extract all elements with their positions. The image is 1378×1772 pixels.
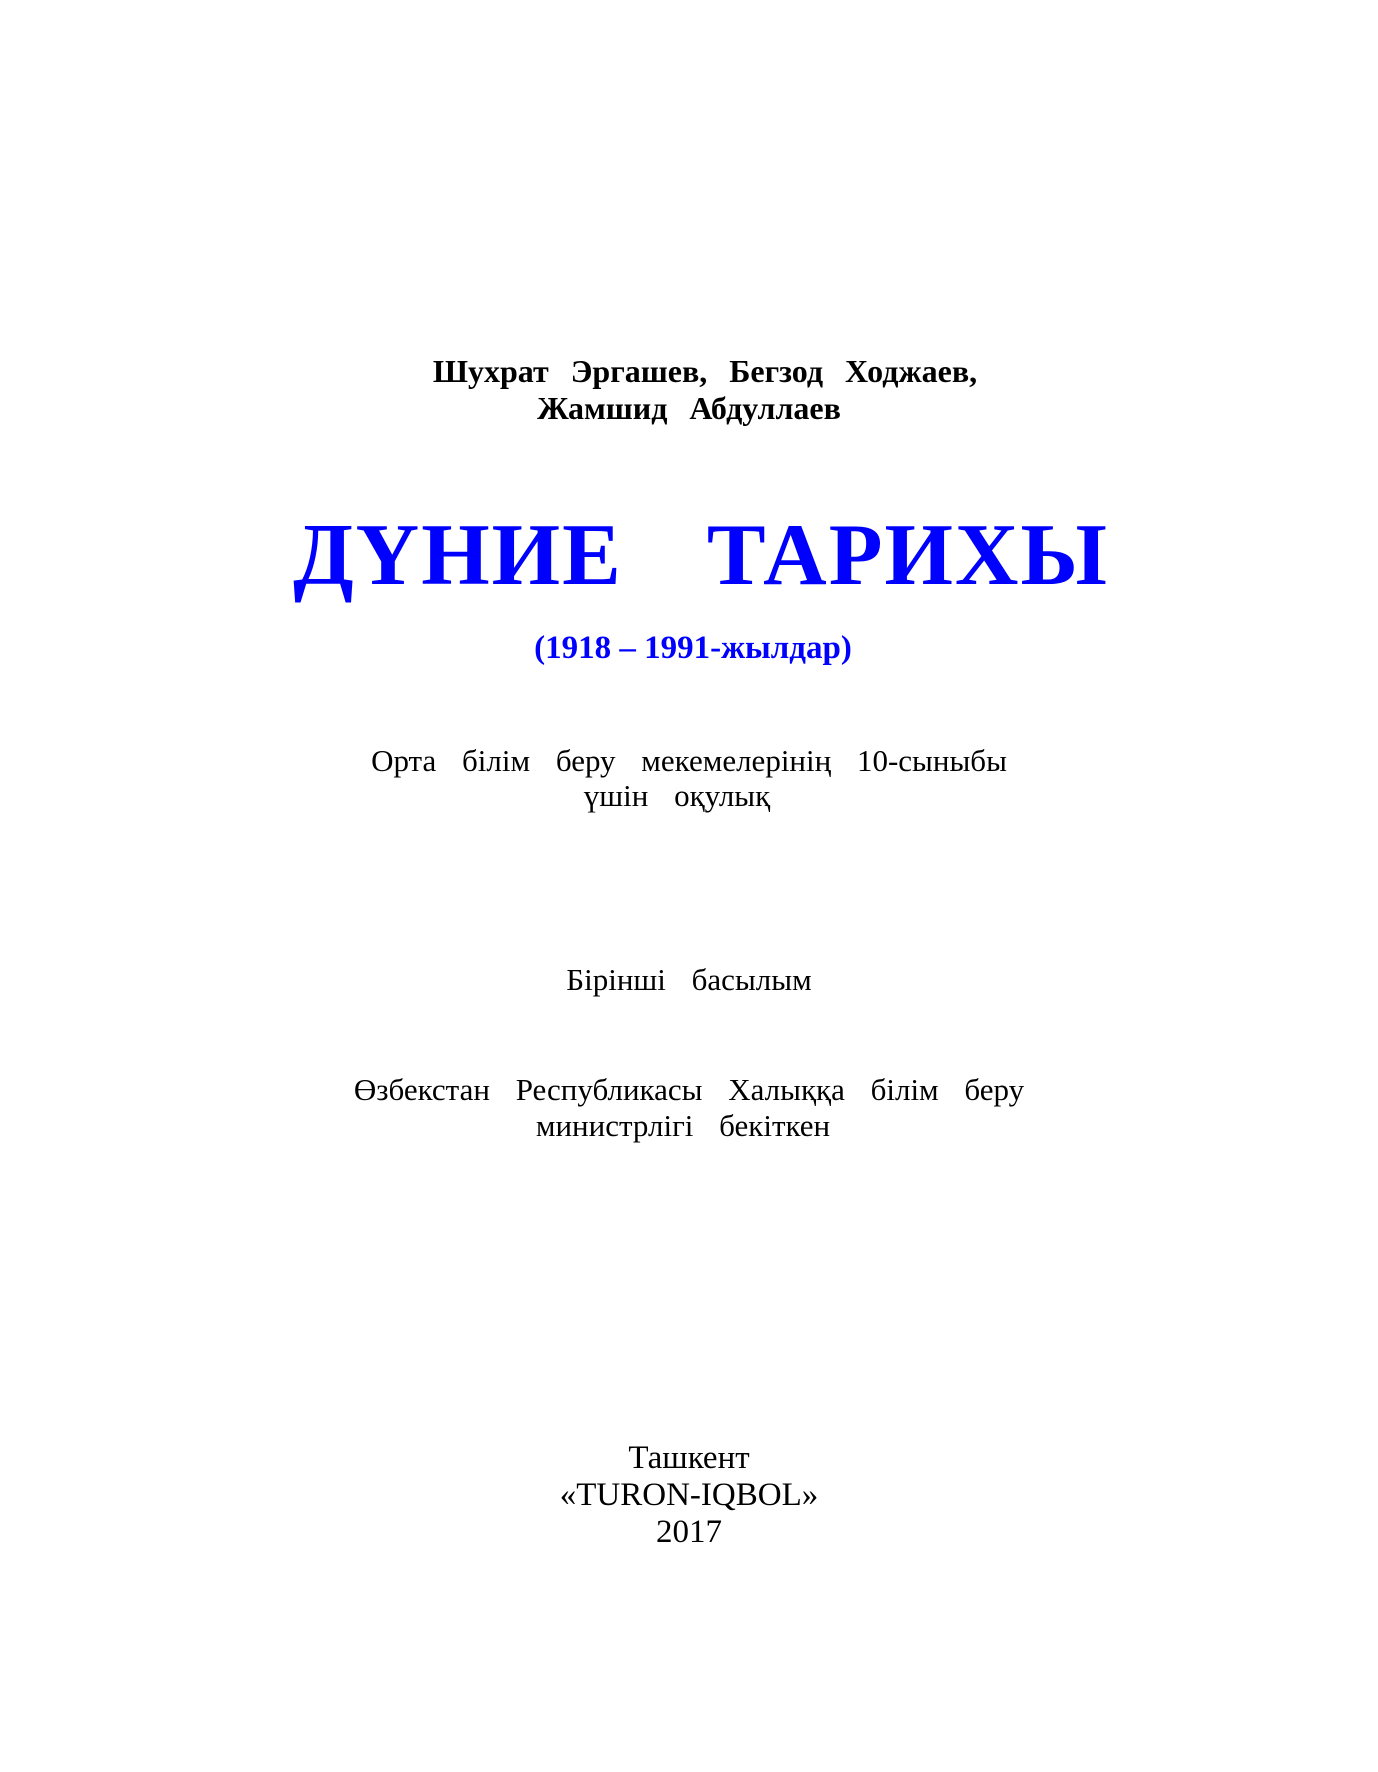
edition-note: Бірінші басылым (566, 962, 812, 997)
imprint-city: Ташкент (628, 1440, 750, 1476)
book-title: ДҮНИЕ ТАРИХЫ (293, 507, 1109, 604)
approval-line-1: Өзбекстан Республикасы Халыққа білім беру (353, 1072, 1025, 1107)
description-line-2: үшін оқулық (583, 778, 771, 813)
imprint-year: 2017 (656, 1514, 722, 1550)
approval-line-2: министрлігі бекіткен (535, 1108, 831, 1143)
book-subtitle: (1918 – 1991-жылдар) (534, 630, 852, 666)
imprint-publisher: «TURON-IQBOL» (559, 1477, 819, 1513)
authors-line-2: Жамшид Абдуллаев (537, 390, 841, 426)
authors-line-1: Шухрат Эргашев, Бегзод Ходжаев, (432, 353, 978, 389)
description-line-1: Орта білім беру мекемелерінің 10-сыныбы (371, 743, 1007, 778)
